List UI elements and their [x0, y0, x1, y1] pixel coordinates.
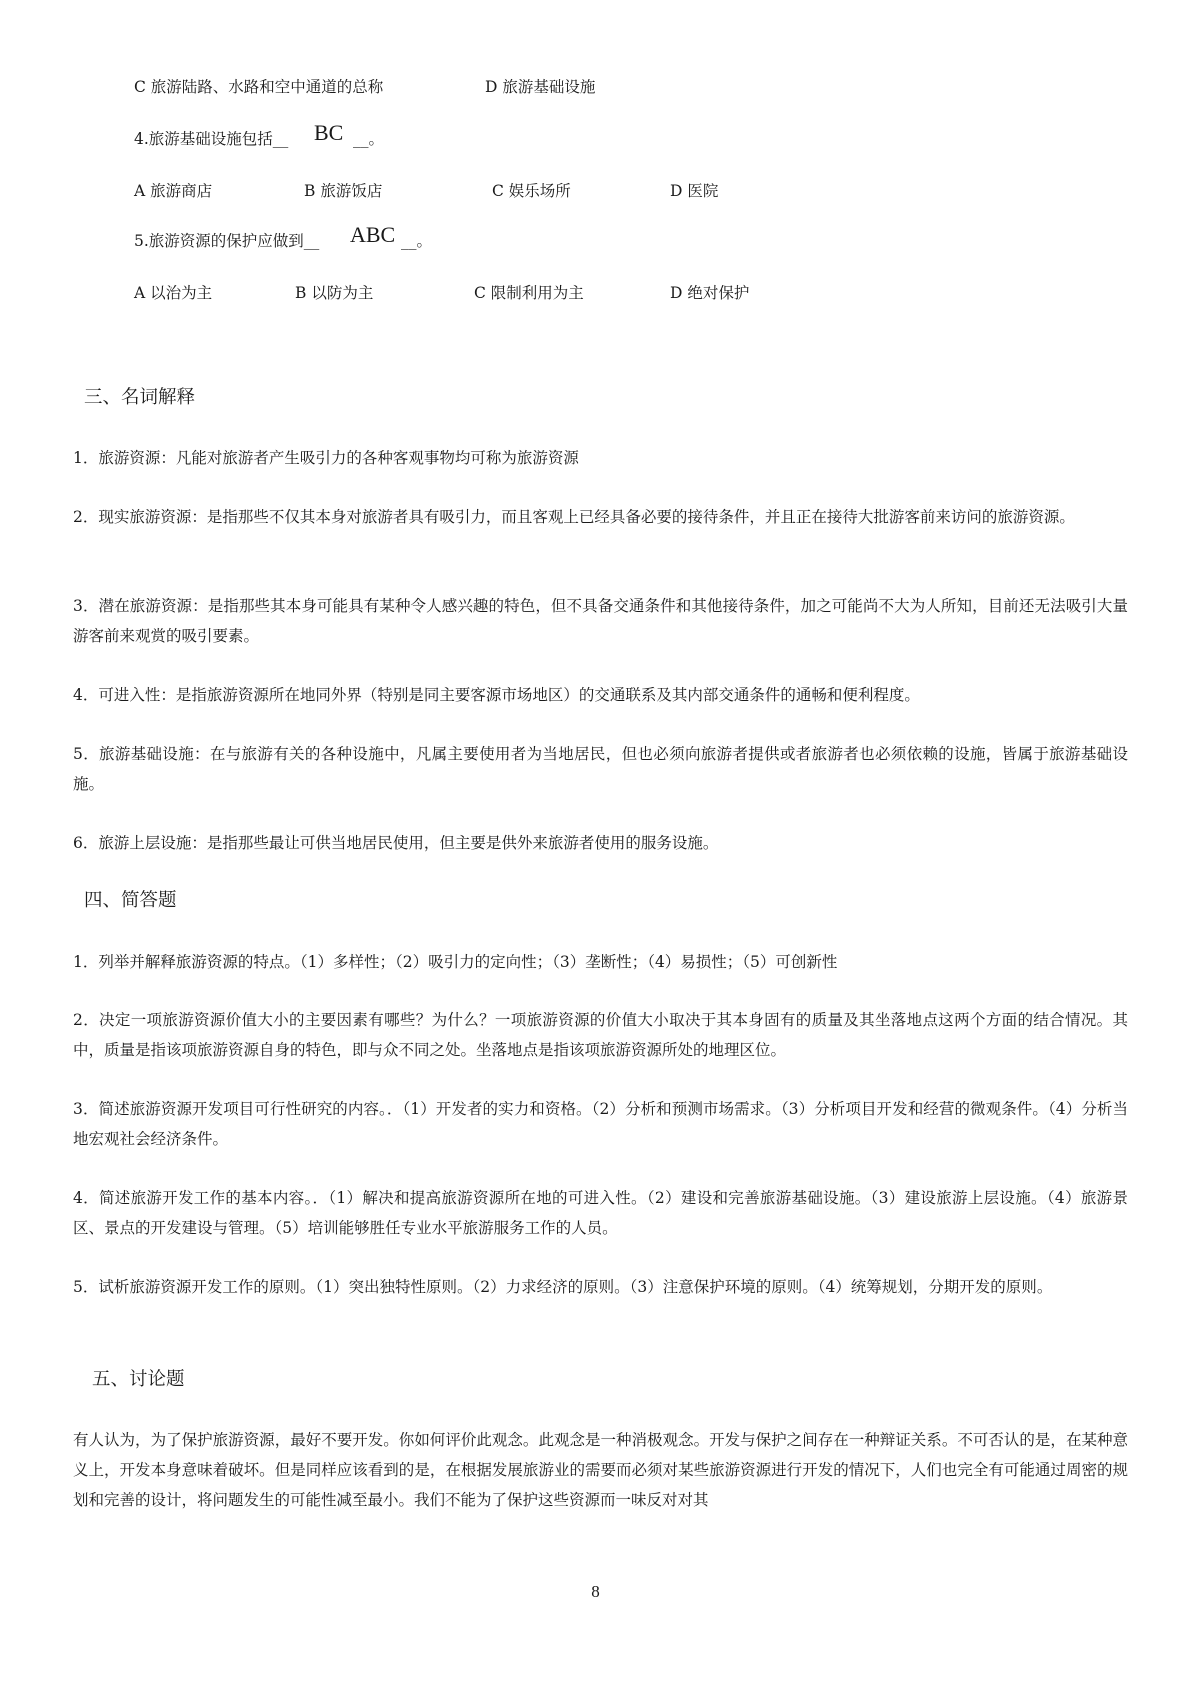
short-answer-item: 5．试析旅游资源开发工作的原则。（1）突出独特性原则。（2）力求经济的原则。（3）注意保护环境的原则。（4）统筹规划，分期开发的原则。 — [73, 1278, 1053, 1296]
q4-option-b: B 旅游饭店 — [304, 182, 383, 200]
q4-tail: __。 — [353, 130, 385, 148]
q5-option-d: D 绝对保护 — [670, 284, 750, 302]
section3-title: 三、名词解释 — [84, 387, 196, 408]
q4-option-d: D 医院 — [670, 182, 719, 200]
page-number: 8 — [591, 1582, 600, 1601]
q4-option-a: A 旅游商店 — [134, 182, 213, 200]
definition-item: 5．旅游基础设施：在与旅游有关的各种设施中，凡属主要使用者为当地居民，但也必须向旅游者提供或者旅游者也必须依赖的设施，皆属于旅游基础设施。 — [73, 745, 1128, 793]
q5-option-a: A 以治为主 — [134, 284, 213, 302]
discussion-text: 有人认为，为了保护旅游资源，最好不要开发。你如何评价此观念。此观念是一种消极观念。开发与保护之间存在一种辩证关系。不可否认的是，在某种意义上，开发本身意味着破坏。但是同样应该看到的是，在根据发展旅游业的需要而必须对某些旅游资源进行开发的情况下，人们也完全有可能通过周密的规划和完善的设计，将问题发生的可能性减至最小。我们不能为了保护这些资源而一味反对对其 — [73, 1431, 1128, 1509]
section4-title: 四、简答题 — [84, 890, 177, 911]
q5-answer: ABC — [350, 222, 396, 247]
short-answer-item: 1．列举并解释旅游资源的特点。（1）多样性；（2）吸引力的定向性；（3）垄断性；（4）易损性；（5）可创新性 — [73, 953, 838, 971]
definition-item: 2．现实旅游资源：是指那些不仅其本身对旅游者具有吸引力，而且客观上已经具备必要的接待条件，并且正在接待大批游客前来访问的旅游资源。 — [73, 508, 1075, 526]
q4-stem: 4.旅游基础设施包括__ — [134, 130, 289, 148]
definition-item: 6．旅游上层设施：是指那些最让可供当地居民使用，但主要是供外来旅游者使用的服务设施。 — [73, 834, 719, 852]
q5-option-c: C 限制利用为主 — [474, 284, 584, 302]
short-answer-item: 3．简述旅游资源开发项目可行性研究的内容。．（1）开发者的实力和资格。（2）分析和预测市场需求。（3）分析项目开发和经营的微观条件。（4）分析当地宏观社会经济条件。 — [73, 1100, 1128, 1148]
short-answer-item: 2．决定一项旅游资源价值大小的主要因素有哪些？为什么？一项旅游资源的价值大小取决于其本身固有的质量及其坐落地点这两个方面的结合情况。其中，质量是指该项旅游资源自身的特色，即与众不同之处。坐落地点是指该项旅游资源所处的地理区位。 — [73, 1011, 1128, 1059]
q3-option-d: D 旅游基础设施 — [485, 78, 596, 96]
q4-answer: BC — [314, 120, 344, 145]
definition-item: 3．潜在旅游资源：是指那些其本身可能具有某种令人感兴趣的特色，但不具备交通条件和其他接待条件，加之可能尚不大为人所知，目前还无法吸引大量游客前来观赏的吸引要素。 — [73, 597, 1128, 645]
q3-option-c: C 旅游陆路、水路和空中通道的总称 — [134, 78, 384, 96]
definition-item: 4．可进入性：是指旅游资源所在地同外界（特别是同主要客源市场地区）的交通联系及其内部交通条件的通畅和便利程度。 — [73, 686, 920, 704]
definition-item: 1．旅游资源：凡能对旅游者产生吸引力的各种客观事物均可称为旅游资源 — [73, 449, 579, 467]
section5-title: 五、讨论题 — [92, 1369, 185, 1390]
q5-option-b: B 以防为主 — [295, 284, 374, 302]
q5-tail: __。 — [401, 232, 433, 250]
q4-option-c: C 娱乐场所 — [492, 182, 571, 200]
short-answer-item: 4．简述旅游开发工作的基本内容。．（1）解决和提高旅游资源所在地的可进入性。（2）建设和完善旅游基础设施。（3）建设旅游上层设施。（4）旅游景区、景点的开发建设与管理。（5）培训能够胜任专业水平旅游服务工作的人员。 — [73, 1189, 1128, 1237]
q5-stem: 5.旅游资源的保护应做到__ — [134, 232, 320, 250]
